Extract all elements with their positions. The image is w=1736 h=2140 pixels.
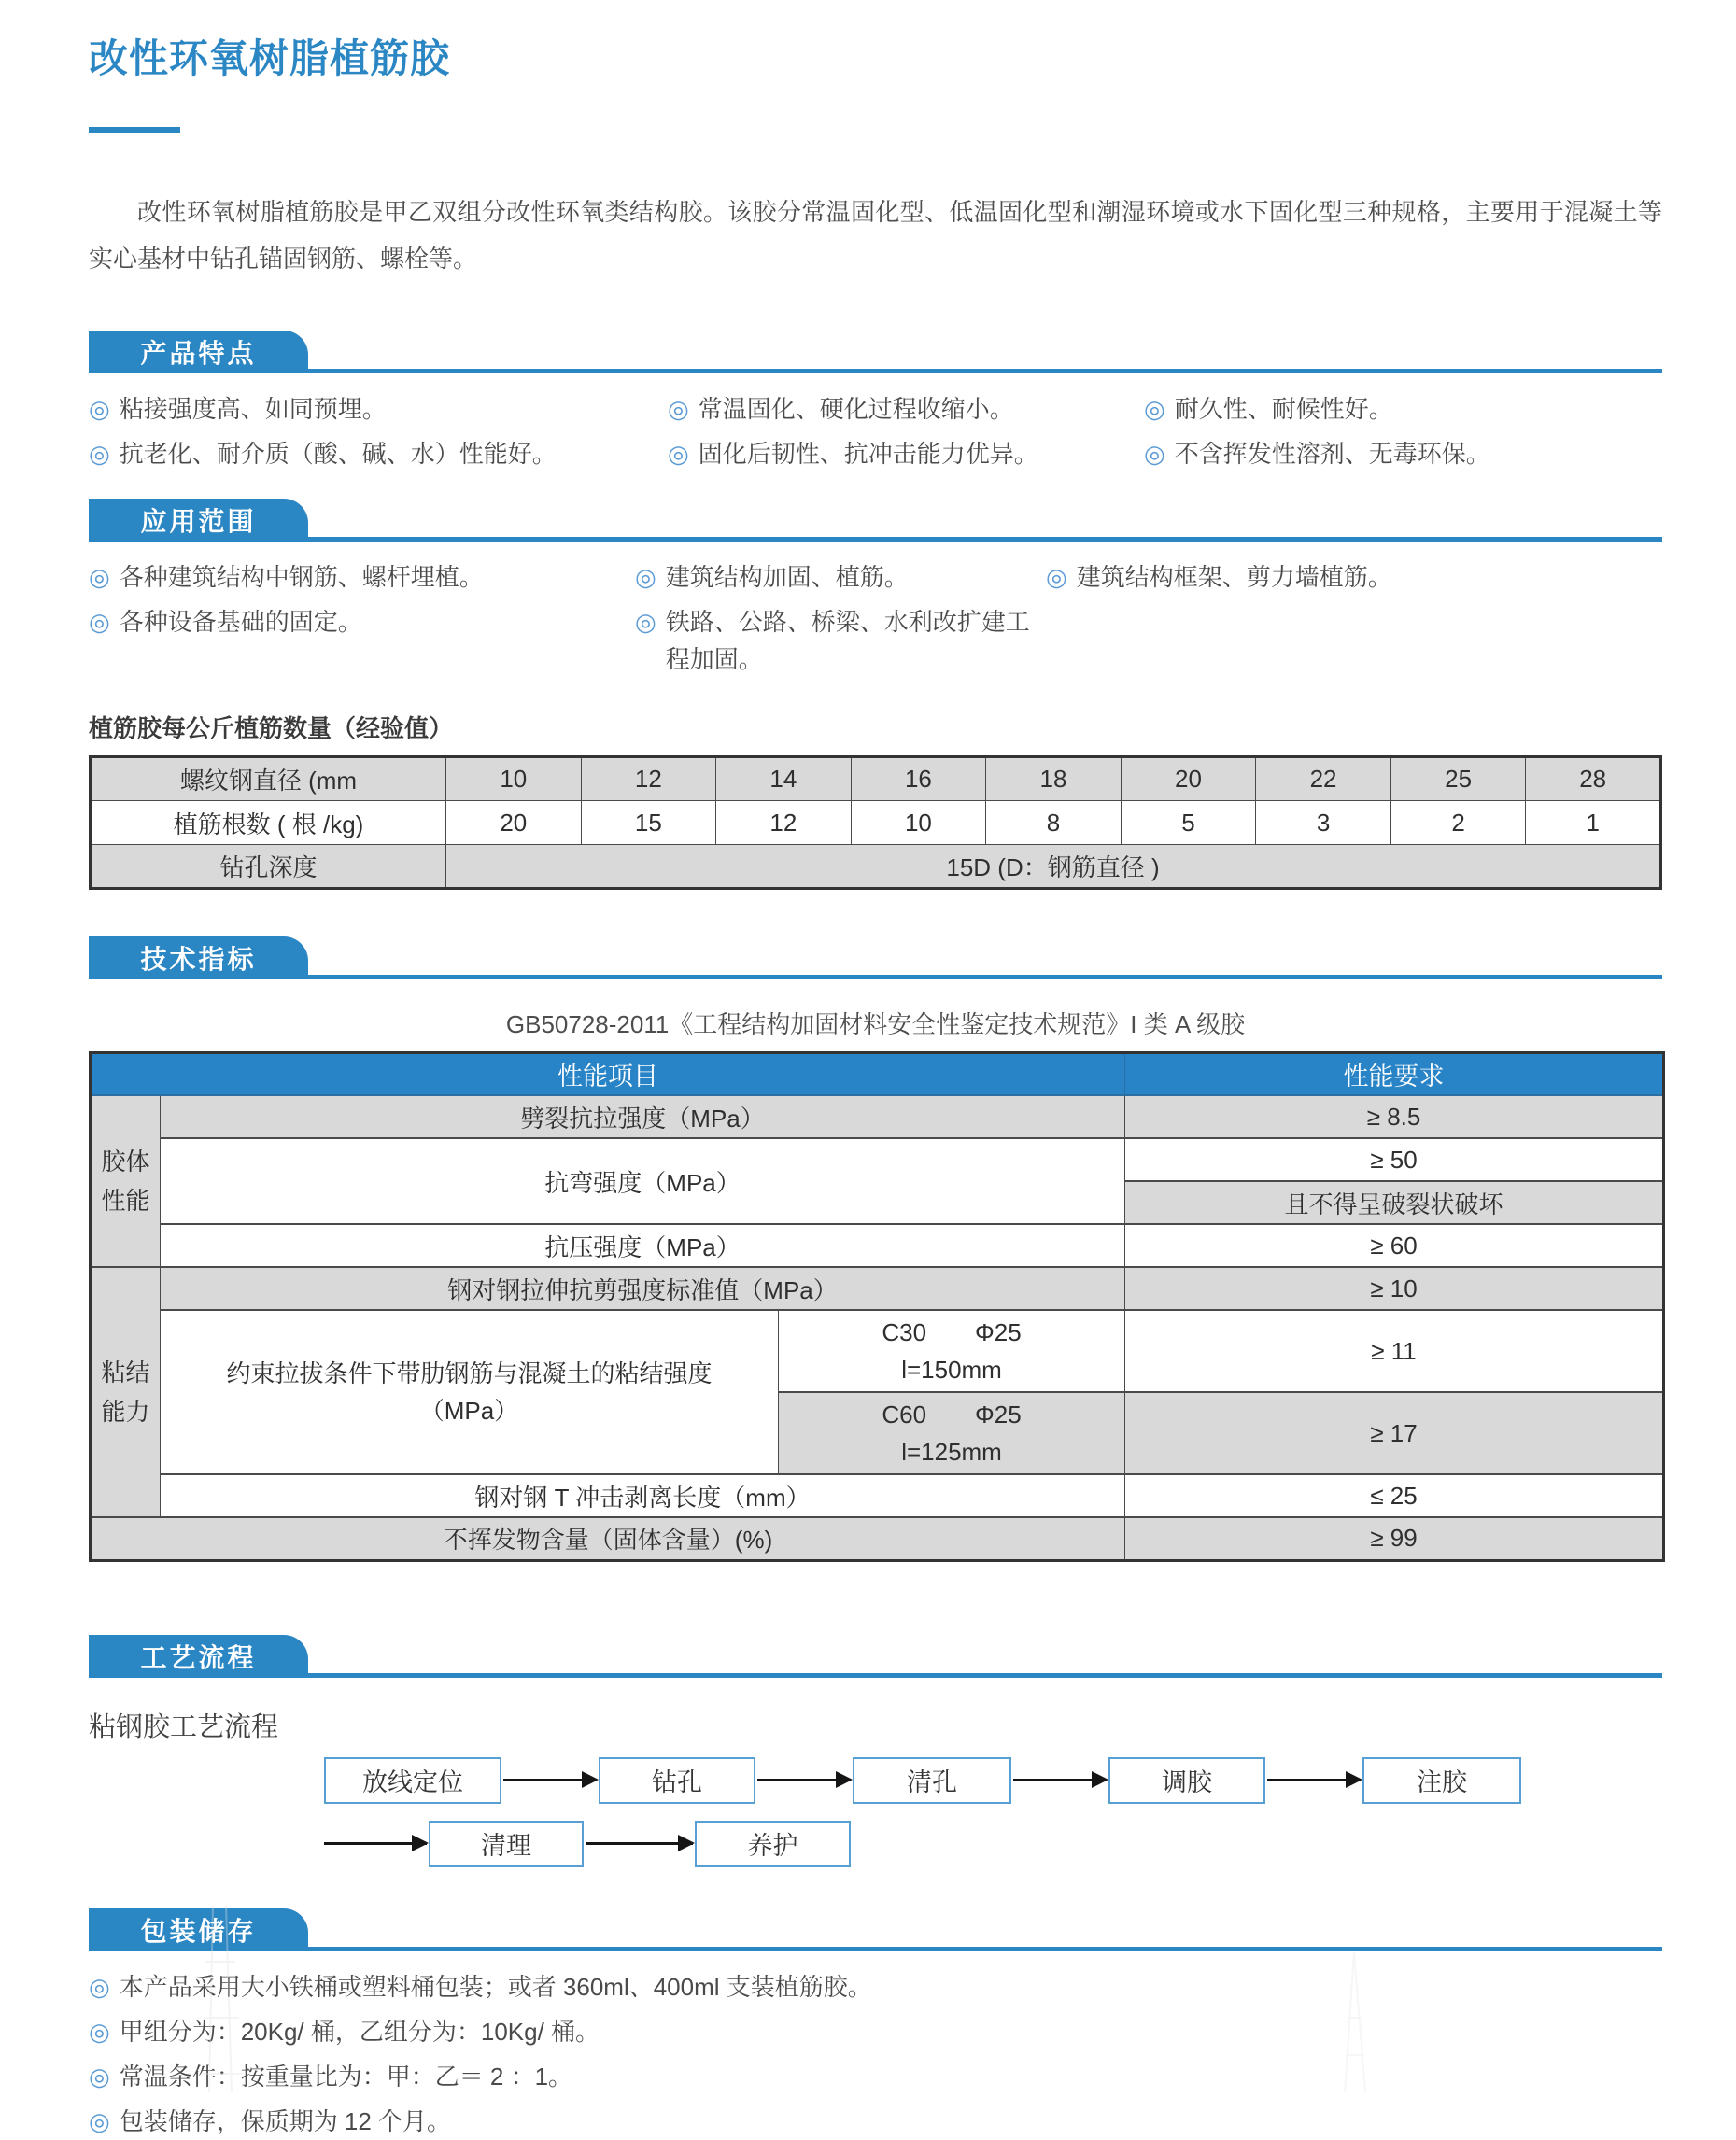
table-row: [91, 1474, 1664, 1517]
section-tab-process: 工艺流程: [89, 1635, 308, 1678]
list-item: [89, 2103, 1662, 2140]
row-label: 螺纹钢直径 (mm: [91, 757, 446, 801]
list-item: [635, 603, 1046, 678]
row-group-label: 粘结能力: [91, 1267, 161, 1517]
table-row: [91, 845, 1661, 889]
intro-paragraph: 改性环氧树脂植筋胶是甲乙双组分改性环氧类结构胶。该胶分常温固化型、低温固化型和潮湿环境或水下固化型三种规格，主要用于混凝土等实心基材中钻孔锚固钢筋、螺栓等。: [89, 198, 1662, 273]
spec-requirement: ≥ 99: [1125, 1517, 1664, 1560]
cell: 28: [1526, 757, 1661, 801]
list-item: [635, 558, 1046, 596]
list-item: [668, 390, 1144, 428]
list-item-text: 各种建筑结构中钢筋、螺杆埋植。: [119, 563, 484, 591]
spec-label-line1: 约束拉拔条件下带肋钢筋与混凝土的粘结强度: [226, 1359, 713, 1387]
condition-line1: C60 Φ25: [882, 1401, 1022, 1429]
list-item: [89, 435, 668, 472]
cell: 10: [446, 757, 582, 801]
table-row: [91, 1517, 1664, 1560]
condition-line1: C30 Φ25: [882, 1318, 1022, 1346]
section-tab-applications: 应用范围: [89, 499, 308, 542]
cell: 22: [1256, 757, 1391, 801]
bullet-icon: ◎: [89, 2062, 110, 2091]
bullet-icon: ◎: [635, 563, 656, 591]
bullet-icon: ◎: [89, 563, 110, 591]
column-header-item: 性能项目: [91, 1053, 1125, 1096]
spec-label: 劈裂抗拉强度（MPa）: [161, 1095, 1125, 1138]
table-row: [91, 1224, 1664, 1267]
spec-condition: [779, 1392, 1125, 1474]
flow-arrow-icon: [1013, 1779, 1107, 1781]
bullet-icon: ◎: [89, 608, 110, 636]
list-item-text: 各种设备基础的固定。: [119, 608, 362, 636]
list-item-text: 本产品采用大小铁桶或塑料桶包装；或者 360ml、400ml 支装植筋胶。: [119, 1972, 872, 2001]
bullet-icon: ◎: [668, 440, 689, 468]
section-header-features: [89, 331, 1662, 373]
features-list: [89, 390, 1662, 472]
bullet-icon: ◎: [89, 2017, 110, 2046]
watermark-tower-sketch: [177, 1906, 261, 2092]
spec-label: 不挥发物含量（固体含量）(%): [91, 1517, 1125, 1560]
list-item: [89, 390, 668, 428]
applications-list: [89, 558, 1662, 678]
table-row: [91, 801, 1661, 845]
table-header-row: [91, 1053, 1664, 1096]
table-row: [91, 1138, 1664, 1181]
spec-label: 钢对钢拉伸抗剪强度标准值（MPa）: [161, 1267, 1125, 1310]
row-label: 植筋根数 ( 根 /kg): [91, 801, 446, 845]
spec-condition: [779, 1310, 1125, 1392]
section-header-applications: [89, 499, 1662, 542]
packaging-list: [89, 1968, 1662, 2140]
cell-span: 15D (D：钢筋直径 ): [446, 845, 1661, 889]
process-subtitle: 粘钢胶工艺流程: [89, 1711, 279, 1742]
rebar-table-caption: 植筋胶每公斤植筋数量（经验值）: [89, 714, 454, 742]
bullet-icon: ◎: [89, 2106, 110, 2135]
condition-line2: l=125mm: [901, 1438, 1002, 1466]
bullet-icon: ◎: [89, 395, 110, 423]
cell: 15: [581, 801, 716, 845]
list-item-text: 抗老化、耐介质（酸、碱、水）性能好。: [119, 440, 557, 468]
table-row: [91, 1095, 1664, 1138]
flow-arrow-icon: [1267, 1779, 1361, 1781]
cell: 12: [716, 801, 852, 845]
spec-requirement: 且不得呈破裂状破坏: [1125, 1181, 1664, 1224]
table-row: [91, 757, 1661, 801]
flow-step: 清理: [429, 1821, 584, 1867]
spec-requirement: ≥ 60: [1125, 1224, 1664, 1267]
list-item: [1144, 390, 1662, 428]
bullet-icon: ◎: [89, 1972, 110, 2001]
standard-note: GB50728-2011《工程结构加固材料安全性鉴定技术规范》I 类 A 级胶: [505, 1010, 1246, 1038]
page-title: 改性环氧树脂植筋胶: [89, 36, 451, 80]
cell: 14: [716, 757, 852, 801]
list-item: [1046, 558, 1662, 596]
spec-requirement: ≥ 17: [1125, 1392, 1664, 1474]
spec-requirement: ≥ 50: [1125, 1138, 1664, 1181]
list-item-text: 建筑结构框架、剪力墙植筋。: [1076, 563, 1392, 591]
cell: 18: [986, 757, 1122, 801]
flow-arrow-icon: [503, 1779, 597, 1781]
section-tab-features: 产品特点: [89, 331, 308, 373]
spec-requirement: ≥ 11: [1125, 1310, 1664, 1392]
cell: 1: [1526, 801, 1661, 845]
list-item-text: 甲组分为：20Kg/ 桶，乙组分为：10Kg/ 桶。: [119, 2017, 600, 2046]
cell: 25: [1390, 757, 1526, 801]
spec-label: 钢对钢 T 冲击剥离长度（mm）: [161, 1474, 1125, 1517]
spec-requirement: ≥ 8.5: [1125, 1095, 1664, 1138]
cell: 12: [581, 757, 716, 801]
list-item-text: 固化后韧性、抗冲击能力优异。: [698, 440, 1038, 468]
cell: 2: [1390, 801, 1526, 845]
flow-step: 注胶: [1362, 1757, 1521, 1804]
list-item-empty: [1046, 603, 1662, 678]
page-content: [0, 28, 1736, 2140]
flow-step: 清孔: [853, 1757, 1011, 1804]
bullet-icon: ◎: [1144, 395, 1165, 423]
column-header-requirement: 性能要求: [1125, 1053, 1664, 1096]
list-item-text: 不含挥发性溶剂、无毒环保。: [1174, 440, 1490, 468]
cell: 10: [851, 801, 986, 845]
spec-label-line2: （MPa）: [419, 1397, 519, 1425]
rebar-count-table: [89, 755, 1662, 890]
list-item-text: 常温条件：按重量比为：甲：乙＝ 2 ：1。: [119, 2062, 573, 2091]
section-tab-tech: 技术指标: [89, 936, 308, 979]
flow-arrow-icon: [757, 1779, 851, 1781]
cell: 20: [446, 801, 582, 845]
spec-requirement: ≥ 10: [1125, 1267, 1664, 1310]
page: [0, 28, 1736, 2135]
cell: 3: [1256, 801, 1391, 845]
title-underline-dash: [89, 127, 180, 133]
spec-label: 抗弯强度（MPa）: [161, 1138, 1125, 1224]
spec-label: [161, 1310, 779, 1474]
bullet-icon: ◎: [89, 440, 110, 468]
list-item: [668, 435, 1144, 472]
cell: 5: [1121, 801, 1256, 845]
list-item-text: 铁路、公路、桥梁、水利改扩建工程加固。: [665, 608, 1030, 673]
list-item-text: 建筑结构加固、植筋。: [665, 563, 909, 591]
list-item: [89, 558, 635, 596]
list-item-text: 粘接强度高、如同预埋。: [119, 395, 387, 423]
bullet-icon: ◎: [1144, 440, 1165, 468]
flow-step: 调胶: [1108, 1757, 1265, 1804]
bullet-icon: ◎: [635, 608, 656, 636]
list-item: [89, 1968, 1662, 2006]
process-flow-row-1: [324, 1757, 1662, 1804]
spec-label: 抗压强度（MPa）: [161, 1224, 1125, 1267]
cell: 16: [851, 757, 986, 801]
flow-arrow-icon: [586, 1842, 693, 1845]
list-item: [89, 2013, 1662, 2050]
section-header-packaging: [89, 1908, 1662, 1951]
list-item-text: 常温固化、硬化过程收缩小。: [698, 395, 1014, 423]
cell: 20: [1121, 757, 1256, 801]
table-row: [91, 1267, 1664, 1310]
spec-requirement: ≤ 25: [1125, 1474, 1664, 1517]
list-item-text: 耐久性、耐候性好。: [1174, 395, 1393, 423]
condition-line2: l=150mm: [901, 1356, 1002, 1384]
tech-spec-table: [89, 1051, 1665, 1562]
flow-step: 放线定位: [324, 1757, 501, 1804]
row-label: 钻孔深度: [91, 845, 446, 889]
section-header-tech: [89, 936, 1662, 979]
section-header-process: [89, 1635, 1662, 1678]
section-tab-packaging: 包装储存: [89, 1908, 308, 1951]
row-group-label: 胶体性能: [91, 1095, 161, 1267]
list-item: [1144, 435, 1662, 472]
cell: 8: [986, 801, 1122, 845]
flow-step: 钻孔: [599, 1757, 755, 1804]
flow-arrow-icon: [324, 1842, 427, 1845]
watermark-spire-sketch: [1326, 1952, 1382, 2092]
list-item: [89, 2058, 1662, 2095]
flow-step: 养护: [695, 1821, 851, 1867]
list-item: [89, 603, 635, 678]
bullet-icon: ◎: [668, 395, 689, 423]
list-item-text: 包装储存，保质期为 12 个月。: [119, 2106, 452, 2135]
process-flow-row-2: [322, 1821, 1662, 1867]
bullet-icon: ◎: [1046, 563, 1067, 591]
table-row: [91, 1310, 1664, 1392]
